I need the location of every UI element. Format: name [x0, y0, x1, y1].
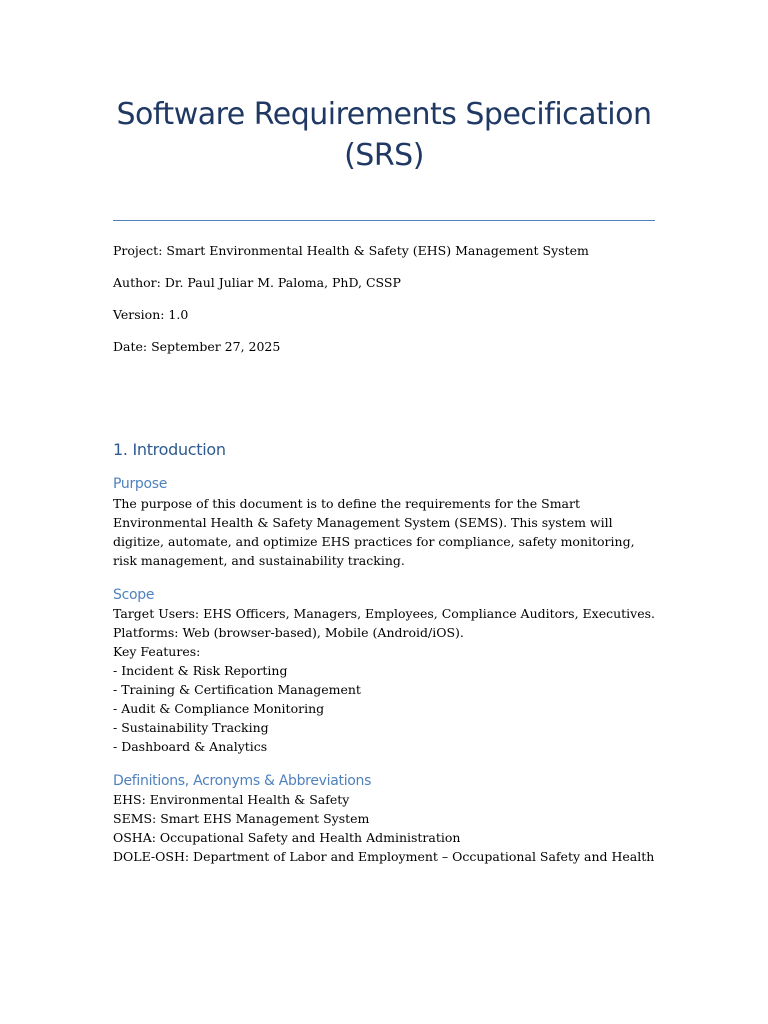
scope-feature-item: - Sustainability Tracking [113, 720, 269, 735]
definition-item: OSHA: Occupational Safety and Health Administration [113, 830, 461, 845]
meta-project: Project: Smart Environmental Health & Safety (EHS) Management System [113, 243, 589, 258]
definition-item: DOLE-OSH: Department of Labor and Employment – Occupational Safety and Health [113, 849, 655, 864]
scope-feature-item: - Incident & Risk Reporting [113, 663, 288, 678]
scope-heading: Scope [113, 587, 155, 603]
scope-line: Key Features: [113, 644, 201, 659]
scope-line: Platforms: Web (browser-based), Mobile (Android/iOS). [113, 625, 464, 640]
title-divider [113, 220, 655, 221]
purpose-paragraph: The purpose of this document is to define the requirements for the Smart Environmental Health & Safety Management System (SEMS). This system will digitize, automate, and optimize EHS practices for compliance, safety monitoring, risk management, and sustainability tracking. [113, 496, 635, 568]
scope-feature-item: - Training & Certification Management [113, 682, 361, 697]
meta-version: Version: 1.0 [113, 307, 189, 322]
meta-author: Author: Dr. Paul Juliar M. Paloma, PhD, CSSP [113, 275, 401, 290]
scope-line: Target Users: EHS Officers, Managers, Employees, Compliance Auditors, Executives. [113, 606, 656, 621]
meta-date: Date: September 27, 2025 [113, 339, 281, 354]
scope-feature-item: - Audit & Compliance Monitoring [113, 701, 325, 716]
scope-feature-item: - Dashboard & Analytics [113, 739, 268, 754]
introduction-heading: 1. Introduction [113, 440, 226, 459]
document-title: Software Requirements Specification (SRS) [116, 97, 652, 173]
definitions-heading: Definitions, Acronyms & Abbreviations [113, 773, 372, 789]
definition-item: SEMS: Smart EHS Management System [113, 811, 370, 826]
purpose-heading: Purpose [113, 476, 168, 492]
definition-item: EHS: Environmental Health & Safety [113, 792, 350, 807]
